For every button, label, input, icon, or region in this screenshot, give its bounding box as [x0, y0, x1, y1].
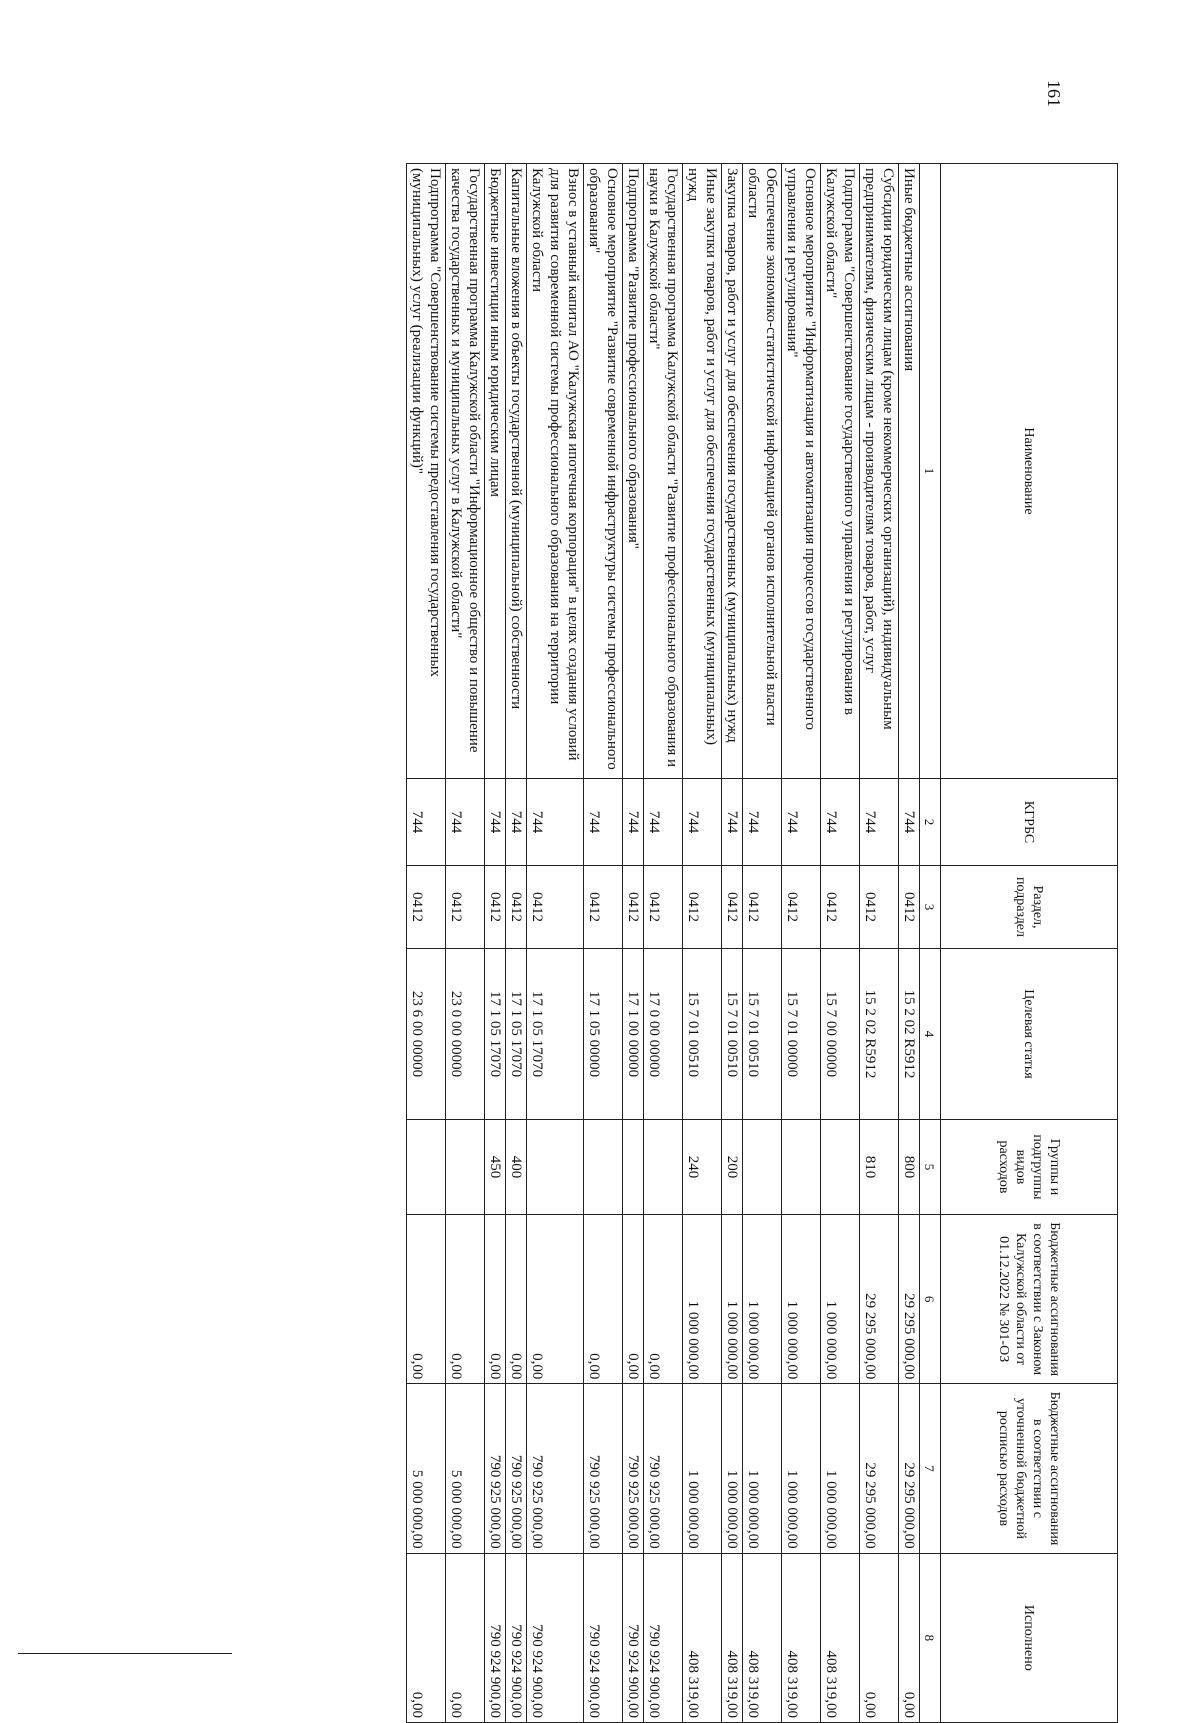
row-razdel: 0412 [899, 866, 920, 949]
row-name: Капитальные вложения в объекты государственной (муниципальной) собственности [506, 164, 527, 779]
row-executed-amount: 790 924 900,00 [644, 1553, 683, 1722]
row-law-amount: 1 000 000,00 [821, 1215, 860, 1384]
row-name: Государственная программа Калужской области "Развитие профессионального образования и науки в Калужской области" [644, 164, 683, 779]
table-body [407, 164, 920, 1723]
row-razdel: 0412 [506, 866, 527, 949]
row-target-article: 15 7 01 00510 [683, 949, 722, 1120]
row-law-amount: 0,00 [506, 1215, 527, 1384]
row-name: Государственная программа Калужской области "Информационное общество и повышение качества государственных и муниципальных услуг в Калужской области" [446, 164, 485, 779]
row-name: Подпрограмма "Совершенствование системы предоставления государственных (муниципальных) услуг (реализации функций)" [407, 164, 446, 779]
rotated-page-content [8, 163, 1118, 1723]
row-razdel: 0412 [644, 866, 683, 949]
header-razdel: Раздел, подраздел [941, 866, 1118, 949]
row-name: Бюджетные инвестиции иным юридическим лицам [485, 164, 506, 779]
row-law-amount: 29 295 000,00 [860, 1215, 899, 1384]
table-row [722, 164, 743, 1723]
row-law-amount: 29 295 000,00 [899, 1215, 920, 1384]
row-razdel: 0412 [485, 866, 506, 949]
row-plan-amount: 29 295 000,00 [860, 1384, 899, 1553]
row-executed-amount: 790 924 900,00 [527, 1553, 584, 1722]
row-plan-amount: 5 000 000,00 [407, 1384, 446, 1553]
row-target-article: 17 1 05 17070 [527, 949, 584, 1120]
row-law-amount: 0,00 [623, 1215, 644, 1384]
row-law-amount: 0,00 [446, 1215, 485, 1384]
row-plan-amount: 790 925 000,00 [527, 1384, 584, 1553]
row-executed-amount: 790 924 900,00 [584, 1553, 623, 1722]
row-plan-amount: 1 000 000,00 [821, 1384, 860, 1553]
row-law-amount: 0,00 [584, 1215, 623, 1384]
row-expense-group [623, 1120, 644, 1215]
row-plan-amount: 1 000 000,00 [722, 1384, 743, 1553]
row-expense-group [743, 1120, 782, 1215]
header-kgrbs: КГРБС [941, 779, 1118, 866]
row-law-amount: 0,00 [527, 1215, 584, 1384]
header-name: Наименование [941, 164, 1118, 779]
row-executed-amount: 0,00 [899, 1553, 920, 1722]
row-kgrbs: 744 [722, 779, 743, 866]
row-expense-group: 450 [485, 1120, 506, 1215]
row-razdel: 0412 [743, 866, 782, 949]
row-razdel: 0412 [584, 866, 623, 949]
table-row [485, 164, 506, 1723]
row-law-amount: 1 000 000,00 [683, 1215, 722, 1384]
row-executed-amount: 408 319,00 [821, 1553, 860, 1722]
row-plan-amount: 790 925 000,00 [623, 1384, 644, 1553]
row-law-amount: 0,00 [407, 1215, 446, 1384]
header-law-allocations: Бюджетные ассигнования в соответствии с Законом Калужской области от 01.12.2022 № 301-ОЗ [941, 1215, 1118, 1384]
table-row [527, 164, 584, 1723]
row-executed-amount: 790 924 900,00 [485, 1553, 506, 1722]
row-kgrbs: 744 [743, 779, 782, 866]
row-target-article: 17 0 00 00000 [644, 949, 683, 1120]
row-executed-amount: 408 319,00 [722, 1553, 743, 1722]
table-row [743, 164, 782, 1723]
row-law-amount: 1 000 000,00 [722, 1215, 743, 1384]
column-number: 2 [920, 779, 941, 866]
row-razdel: 0412 [821, 866, 860, 949]
row-name: Обеспечение экономико-статистической информацией органов исполнительной власти области [743, 164, 782, 779]
row-plan-amount: 790 925 000,00 [506, 1384, 527, 1553]
row-plan-amount: 790 925 000,00 [584, 1384, 623, 1553]
row-name: Иные закупки товаров, работ и услуг для обеспечения государственных (муниципальных) нужд [683, 164, 722, 779]
row-razdel: 0412 [623, 866, 644, 949]
row-expense-group [446, 1120, 485, 1215]
row-name: Основное мероприятие "Развитие современной инфраструктуры системы профессионального образования" [584, 164, 623, 779]
row-executed-amount: 0,00 [860, 1553, 899, 1722]
row-plan-amount: 1 000 000,00 [683, 1384, 722, 1553]
row-target-article: 17 1 00 00000 [623, 949, 644, 1120]
column-number-row [920, 164, 941, 1723]
row-expense-group [644, 1120, 683, 1215]
row-law-amount: 1 000 000,00 [743, 1215, 782, 1384]
row-kgrbs: 744 [485, 779, 506, 866]
row-expense-group [821, 1120, 860, 1215]
row-razdel: 0412 [446, 866, 485, 949]
table-row [446, 164, 485, 1723]
row-executed-amount: 790 924 900,00 [623, 1553, 644, 1722]
row-target-article: 17 1 05 17070 [506, 949, 527, 1120]
header-executed: Исполнено [941, 1553, 1118, 1722]
footnote-rule [18, 1653, 232, 1654]
table-row [821, 164, 860, 1723]
row-kgrbs: 744 [407, 779, 446, 866]
row-razdel: 0412 [860, 866, 899, 949]
row-expense-group: 400 [506, 1120, 527, 1215]
row-name: Субсидии юридическим лицам (кроме некоммерческих организаций), индивидуальным предпринимателям, физическим лицам - производителям товаров, работ, услуг [860, 164, 899, 779]
header-target-article: Целевая статья [941, 949, 1118, 1120]
row-executed-amount: 0,00 [407, 1553, 446, 1722]
row-target-article: 15 7 01 00510 [722, 949, 743, 1120]
column-number: 6 [920, 1215, 941, 1384]
row-executed-amount: 408 319,00 [743, 1553, 782, 1722]
row-kgrbs: 744 [623, 779, 644, 866]
table-row [623, 164, 644, 1723]
row-name: Подпрограмма "Совершенствование государственного управления и регулирования в Калужской области" [821, 164, 860, 779]
table-row [407, 164, 446, 1723]
row-kgrbs: 744 [821, 779, 860, 866]
row-kgrbs: 744 [683, 779, 722, 866]
row-name: Взнос в уставный капитал АО "Калужская ипотечная корпорация" в целях создания условий для развития современной системы профессионального образования на территории Калужской области [527, 164, 584, 779]
table-row [644, 164, 683, 1723]
row-target-article: 17 1 05 17070 [485, 949, 506, 1120]
table-row [899, 164, 920, 1723]
row-expense-group [782, 1120, 821, 1215]
row-kgrbs: 744 [644, 779, 683, 866]
row-expense-group [527, 1120, 584, 1215]
row-target-article: 23 6 00 00000 [407, 949, 446, 1120]
row-name: Основное мероприятие "Информатизация и автоматизация процессов государственного управления и регулирования" [782, 164, 821, 779]
table-row [584, 164, 623, 1723]
table-row [782, 164, 821, 1723]
budget-table [406, 163, 1118, 1723]
row-law-amount: 0,00 [644, 1215, 683, 1384]
row-law-amount: 1 000 000,00 [782, 1215, 821, 1384]
row-expense-group: 200 [722, 1120, 743, 1215]
header-expense-groups: Группы и подгруппы видов расходов [941, 1120, 1118, 1215]
row-plan-amount: 790 925 000,00 [485, 1384, 506, 1553]
column-number: 4 [920, 949, 941, 1120]
row-law-amount: 0,00 [485, 1215, 506, 1384]
row-razdel: 0412 [407, 866, 446, 949]
row-expense-group: 800 [899, 1120, 920, 1215]
table-row [506, 164, 527, 1723]
row-target-article: 15 7 01 00000 [782, 949, 821, 1120]
row-razdel: 0412 [782, 866, 821, 949]
row-expense-group [584, 1120, 623, 1215]
row-target-article: 15 2 02 R5912 [899, 949, 920, 1120]
row-expense-group: 240 [683, 1120, 722, 1215]
row-target-article: 15 2 02 R5912 [860, 949, 899, 1120]
row-plan-amount: 1 000 000,00 [782, 1384, 821, 1553]
row-razdel: 0412 [722, 866, 743, 949]
column-number: 5 [920, 1120, 941, 1215]
column-number: 7 [920, 1384, 941, 1553]
table-header-row [941, 164, 1118, 1723]
row-target-article: 17 1 05 00000 [584, 949, 623, 1120]
row-expense-group [407, 1120, 446, 1215]
column-number: 1 [920, 164, 941, 779]
column-number: 3 [920, 866, 941, 949]
row-name: Иные бюджетные ассигнования [899, 164, 920, 779]
row-razdel: 0412 [527, 866, 584, 949]
row-razdel: 0412 [683, 866, 722, 949]
row-target-article: 23 0 00 00000 [446, 949, 485, 1120]
row-kgrbs: 744 [782, 779, 821, 866]
row-target-article: 15 7 01 00510 [743, 949, 782, 1120]
page-number: 161 [1044, 80, 1064, 107]
row-executed-amount: 790 924 900,00 [506, 1553, 527, 1722]
row-plan-amount: 29 295 000,00 [899, 1384, 920, 1553]
row-kgrbs: 744 [899, 779, 920, 866]
row-kgrbs: 744 [584, 779, 623, 866]
header-plan-allocations: Бюджетные ассигнования в соответствии с уточненной бюджетной росписью расходов [941, 1384, 1118, 1553]
row-expense-group: 810 [860, 1120, 899, 1215]
row-executed-amount: 0,00 [446, 1553, 485, 1722]
row-plan-amount: 1 000 000,00 [743, 1384, 782, 1553]
row-target-article: 15 7 00 00000 [821, 949, 860, 1120]
row-plan-amount: 5 000 000,00 [446, 1384, 485, 1553]
row-executed-amount: 408 319,00 [683, 1553, 722, 1722]
row-kgrbs: 744 [527, 779, 584, 866]
row-executed-amount: 408 319,00 [782, 1553, 821, 1722]
row-kgrbs: 744 [860, 779, 899, 866]
table-row [683, 164, 722, 1723]
row-name: Закупка товаров, работ и услуг для обеспечения государственных (муниципальных) нужд [722, 164, 743, 779]
column-number: 8 [920, 1553, 941, 1722]
row-kgrbs: 744 [506, 779, 527, 866]
row-kgrbs: 744 [446, 779, 485, 866]
row-plan-amount: 790 925 000,00 [644, 1384, 683, 1553]
table-row [860, 164, 899, 1723]
row-name: Подпрограмма "Развитие профессионального образования" [623, 164, 644, 779]
